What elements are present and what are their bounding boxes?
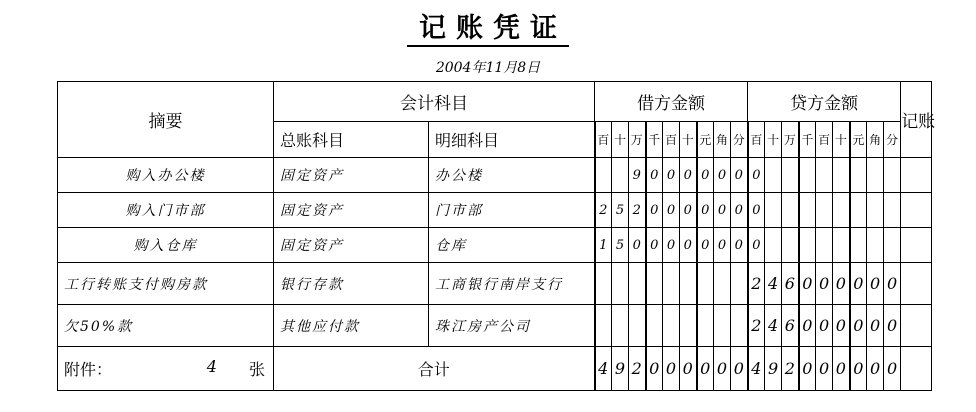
entry-row <box>58 263 932 305</box>
debit-digit: 9 <box>629 158 646 193</box>
debit-digit: 0 <box>646 158 663 193</box>
debit-total-digit: 0 <box>697 347 714 391</box>
credit-total-digit: 0 <box>850 347 867 391</box>
attachment-label: 附件： <box>64 360 113 379</box>
credit-digit <box>816 158 833 193</box>
credit-digit <box>816 193 833 228</box>
debit-total-digit: 0 <box>680 347 697 391</box>
debit-total-digit: 0 <box>663 347 680 391</box>
debit-digit: 0 <box>680 193 697 228</box>
voucher-date: 2004年11月8日 <box>435 60 541 76</box>
entry-posted-mark <box>901 263 932 305</box>
credit-digit: 0 <box>867 263 884 305</box>
entry-summary: 购入门市部 <box>58 193 274 228</box>
credit-digit <box>850 228 867 263</box>
debit-digit: 2 <box>629 193 646 228</box>
debit-total-digit: 9 <box>612 347 629 391</box>
debit-digit: 0 <box>731 228 748 263</box>
debit-digit: 0 <box>663 228 680 263</box>
credit-total-digit: 4 <box>748 347 765 391</box>
credit-total-digit: 0 <box>867 347 884 391</box>
debit-unit-角: 角 <box>714 122 731 158</box>
debit-digit <box>731 263 748 305</box>
entry-detail-account: 工商银行南岸支行 <box>429 263 595 305</box>
header-credit: 贷方金额 <box>748 82 901 122</box>
credit-digit: 0 <box>748 158 765 193</box>
debit-digit <box>680 263 697 305</box>
credit-digit: 0 <box>833 305 850 347</box>
debit-unit-十: 十 <box>612 122 629 158</box>
debit-total-digit: 4 <box>595 347 612 391</box>
credit-digit <box>765 193 782 228</box>
credit-digit: 0 <box>884 305 901 347</box>
debit-unit-分: 分 <box>731 122 748 158</box>
total-posted-mark <box>901 347 932 391</box>
voucher-table <box>57 81 936 391</box>
header-debit: 借方金额 <box>595 82 748 122</box>
credit-digit <box>782 228 799 263</box>
credit-digit: 0 <box>850 263 867 305</box>
entry-detail-account: 门市部 <box>429 193 595 228</box>
credit-unit-十: 十 <box>833 122 850 158</box>
debit-digit <box>714 305 731 347</box>
entry-detail-account: 仓库 <box>429 228 595 263</box>
entry-summary: 购入仓库 <box>58 228 274 263</box>
debit-digit <box>714 263 731 305</box>
credit-digit <box>850 158 867 193</box>
debit-unit-万: 万 <box>629 122 646 158</box>
credit-digit <box>765 158 782 193</box>
total-label: 合计 <box>274 347 595 391</box>
credit-digit: 0 <box>799 305 816 347</box>
entry-row <box>58 158 932 193</box>
voucher-title: 记账凭证 <box>0 6 976 45</box>
entry-general-account: 其他应付款 <box>274 305 429 347</box>
credit-digit <box>884 158 901 193</box>
credit-digit <box>867 228 884 263</box>
credit-unit-万: 万 <box>782 122 799 158</box>
credit-total-digit: 0 <box>884 347 901 391</box>
debit-digit: 2 <box>595 193 612 228</box>
debit-digit: 0 <box>646 193 663 228</box>
entry-summary: 欠50%款 <box>58 305 274 347</box>
debit-digit <box>595 158 612 193</box>
debit-digit: 0 <box>697 193 714 228</box>
credit-digit <box>884 228 901 263</box>
debit-digit <box>680 305 697 347</box>
credit-digit: 0 <box>884 263 901 305</box>
entry-general-account: 固定资产 <box>274 228 429 263</box>
credit-digit <box>833 158 850 193</box>
debit-digit <box>646 305 663 347</box>
entry-posted-mark <box>901 305 932 347</box>
credit-total-digit: 0 <box>833 347 850 391</box>
entry-row <box>58 193 932 228</box>
entry-summary: 购入办公楼 <box>58 158 274 193</box>
debit-digit <box>731 305 748 347</box>
attachment-cell <box>58 347 274 391</box>
header-account: 会计科目 <box>274 82 595 122</box>
debit-digit: 0 <box>714 158 731 193</box>
debit-total-digit: 2 <box>629 347 646 391</box>
debit-digit: 0 <box>663 193 680 228</box>
credit-digit <box>765 228 782 263</box>
debit-digit <box>697 305 714 347</box>
credit-total-digit: 0 <box>799 347 816 391</box>
debit-digit: 1 <box>595 228 612 263</box>
entry-general-account: 固定资产 <box>274 158 429 193</box>
debit-digit <box>629 305 646 347</box>
debit-digit <box>663 263 680 305</box>
debit-digit: 0 <box>663 158 680 193</box>
entry-posted-mark <box>901 228 932 263</box>
credit-digit <box>833 193 850 228</box>
debit-digit: 0 <box>697 158 714 193</box>
credit-unit-分: 分 <box>884 122 901 158</box>
entry-detail-account: 珠江房产公司 <box>429 305 595 347</box>
credit-total-digit: 9 <box>765 347 782 391</box>
debit-digit <box>612 158 629 193</box>
entry-detail-account: 办公楼 <box>429 158 595 193</box>
debit-digit <box>629 263 646 305</box>
credit-digit: 0 <box>816 305 833 347</box>
credit-unit-百: 百 <box>816 122 833 158</box>
entry-posted-mark <box>901 158 932 193</box>
credit-unit-十: 十 <box>765 122 782 158</box>
credit-digit: 0 <box>799 263 816 305</box>
debit-digit <box>595 305 612 347</box>
credit-digit: 0 <box>833 263 850 305</box>
debit-digit <box>595 263 612 305</box>
debit-digit: 0 <box>714 228 731 263</box>
total-row <box>58 347 932 391</box>
debit-unit-百: 百 <box>595 122 612 158</box>
entry-general-account: 银行存款 <box>274 263 429 305</box>
credit-digit <box>833 228 850 263</box>
credit-digit <box>799 193 816 228</box>
credit-digit: 2 <box>748 263 765 305</box>
entry-posted-mark <box>901 193 932 228</box>
debit-digit: 0 <box>629 228 646 263</box>
debit-total-digit: 0 <box>731 347 748 391</box>
debit-unit-元: 元 <box>697 122 714 158</box>
credit-digit <box>799 228 816 263</box>
debit-digit: 0 <box>680 228 697 263</box>
credit-digit <box>867 158 884 193</box>
attachment-unit: 张 <box>248 360 265 379</box>
credit-total-digit: 2 <box>782 347 799 391</box>
debit-digit: 0 <box>646 228 663 263</box>
credit-digit: 6 <box>782 305 799 347</box>
attachment-count: 4 <box>206 357 217 376</box>
debit-digit <box>612 305 629 347</box>
credit-digit: 0 <box>748 228 765 263</box>
debit-digit: 0 <box>714 193 731 228</box>
credit-digit <box>816 228 833 263</box>
debit-digit <box>646 263 663 305</box>
credit-digit <box>782 193 799 228</box>
credit-digit: 4 <box>765 263 782 305</box>
credit-unit-千: 千 <box>799 122 816 158</box>
debit-digit: 5 <box>612 228 629 263</box>
credit-digit: 0 <box>850 305 867 347</box>
debit-total-digit: 0 <box>646 347 663 391</box>
credit-digit: 6 <box>782 263 799 305</box>
entry-summary: 工行转账支付购房款 <box>58 263 274 305</box>
debit-total-digit: 0 <box>714 347 731 391</box>
debit-digit <box>612 263 629 305</box>
entry-row <box>58 305 932 347</box>
debit-unit-百: 百 <box>663 122 680 158</box>
header-summary: 摘要 <box>58 82 274 158</box>
header-posted: 记账 <box>901 82 932 158</box>
credit-digit <box>850 193 867 228</box>
credit-digit <box>884 193 901 228</box>
credit-digit <box>867 193 884 228</box>
debit-unit-千: 千 <box>646 122 663 158</box>
credit-digit: 4 <box>765 305 782 347</box>
header-general-account: 总账科目 <box>274 122 429 158</box>
entry-general-account: 固定资产 <box>274 193 429 228</box>
credit-digit: 0 <box>867 305 884 347</box>
entry-row <box>58 228 932 263</box>
debit-unit-十: 十 <box>680 122 697 158</box>
credit-digit: 2 <box>748 305 765 347</box>
credit-digit <box>799 158 816 193</box>
header-detail-account: 明细科目 <box>429 122 595 158</box>
credit-unit-元: 元 <box>850 122 867 158</box>
credit-digit: 0 <box>748 193 765 228</box>
debit-digit <box>697 263 714 305</box>
credit-unit-百: 百 <box>748 122 765 158</box>
credit-unit-角: 角 <box>867 122 884 158</box>
debit-digit: 0 <box>680 158 697 193</box>
credit-digit: 0 <box>816 263 833 305</box>
debit-digit: 0 <box>731 193 748 228</box>
credit-digit <box>782 158 799 193</box>
credit-total-digit: 0 <box>816 347 833 391</box>
debit-digit: 0 <box>697 228 714 263</box>
debit-digit: 5 <box>612 193 629 228</box>
debit-digit: 0 <box>731 158 748 193</box>
debit-digit <box>663 305 680 347</box>
